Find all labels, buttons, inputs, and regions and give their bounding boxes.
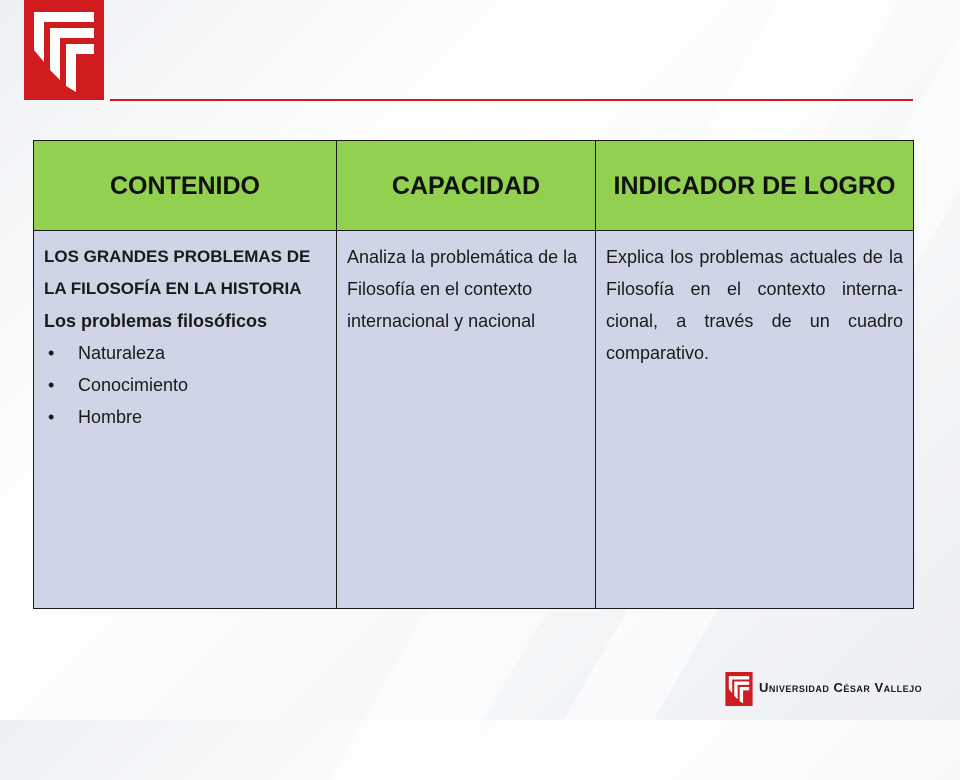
table-header-row (34, 141, 914, 231)
list-item: • Naturaleza (44, 337, 326, 369)
table-row (34, 231, 914, 609)
ucv-shield-icon (725, 672, 753, 706)
indicador-text: Explica los problemas actuales de la Filosofía en el contexto interna-cional, a través de un cuadro comparativo. (606, 247, 903, 363)
cell-contenido (34, 231, 337, 609)
column-header-contenido: CONTENIDO (34, 141, 337, 231)
cell-indicador (596, 231, 914, 609)
header-rule (110, 99, 913, 101)
content-table (33, 140, 914, 609)
list-item: • Conocimiento (44, 369, 326, 401)
column-header-capacidad: CAPACIDAD (337, 141, 596, 231)
cell-capacidad (337, 231, 596, 609)
ucv-shield-icon (24, 0, 104, 100)
contenido-bullet-list (44, 337, 326, 433)
list-item: • Hombre (44, 401, 326, 433)
contenido-subtitle: Los problemas filosóficos (44, 311, 268, 331)
brand-name: Universidad César Vallejo (759, 680, 923, 695)
contenido-title: LOS GRANDES PROBLEMAS DE LA FILOSOFÍA EN LA HISTORIA (44, 247, 311, 298)
capacidad-text: Analiza la problemática de la Filosofía en el contexto internacional y nacional (347, 247, 578, 331)
column-header-indicador: INDICADOR DE LOGRO (596, 141, 914, 231)
footer-brand (725, 672, 935, 706)
